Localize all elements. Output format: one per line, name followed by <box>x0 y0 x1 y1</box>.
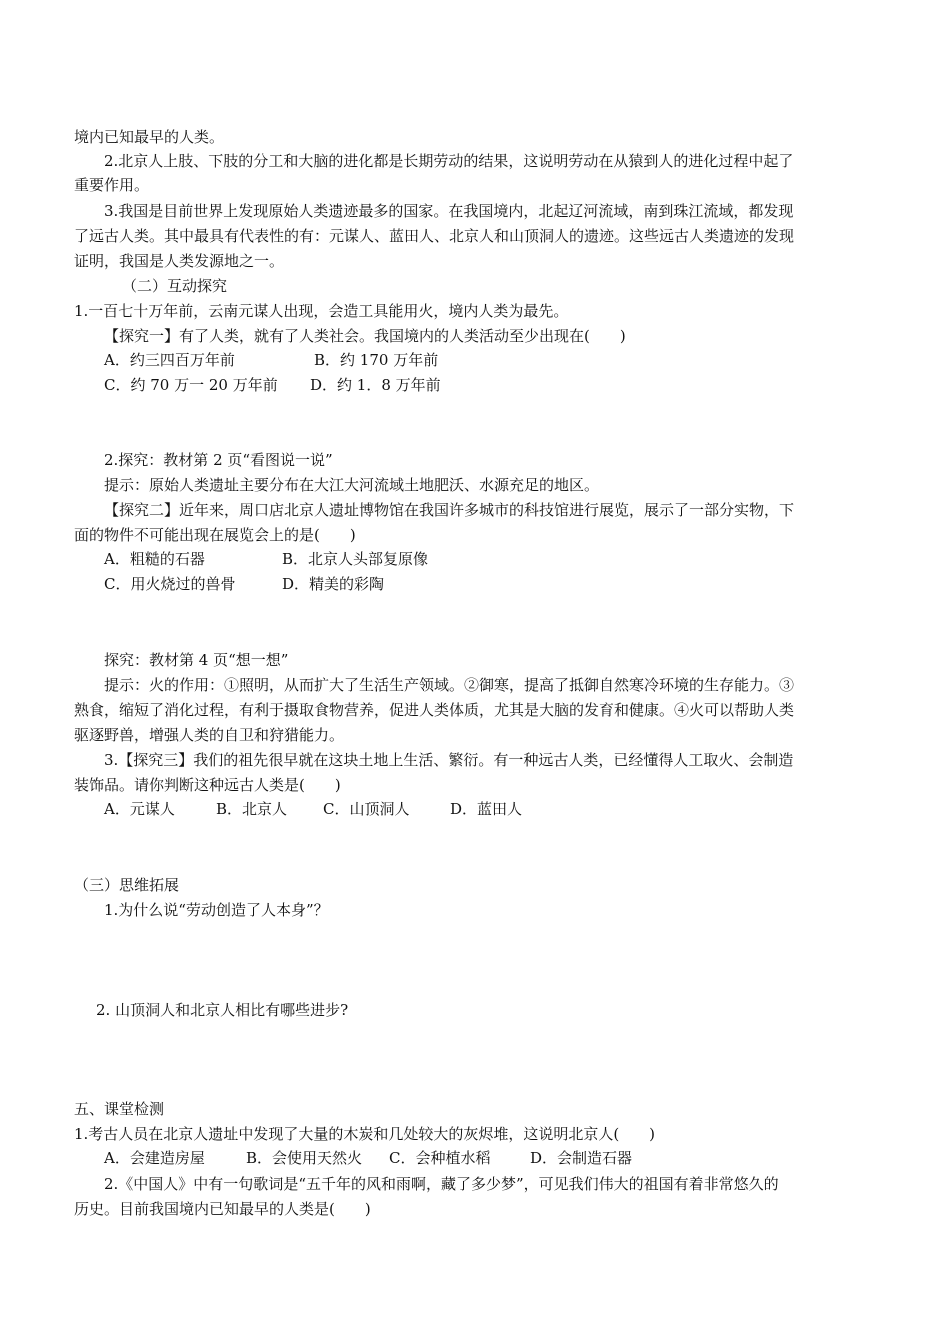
text-line: 境内已知最早的人类。 <box>74 128 225 146</box>
option-a: A．会建造房屋 <box>104 1149 205 1167</box>
option-d: D．精美的彩陶 <box>282 575 385 593</box>
option-c: C．用火烧过的兽骨 <box>104 575 236 593</box>
explore-three-question: 3.【探究三】我们的祖先很早就在这块土地上生活、繁衍。有一种远古人类，已经懂得人工取火、会制造 <box>104 751 794 769</box>
text-line: 重要作用。 <box>74 176 150 194</box>
explore-two-question: 【探究二】近年来，周口店北京人遗址博物馆在我国许多城市的科技馆进行展览，展示了一部分实物，下 <box>104 501 795 519</box>
option-b: B．北京人头部复原像 <box>282 550 429 568</box>
text-line: 面的物件不可能出现在展览会上的是( ) <box>74 526 356 544</box>
option-b: B．约 170 万年前 <box>314 351 439 369</box>
text-line: 熟食，缩短了消化过程，有利于摄取食物营养，促进人类体质，尤其是大脑的发育和健康。④火可以帮助人类 <box>74 701 795 719</box>
test-question-2: 2.《中国人》中有一句歌词是“五千年的风和雨啊，藏了多少梦”，可见我们伟大的祖国有着非常悠久的 <box>104 1175 779 1193</box>
hint-text: 提示：原始人类遗址主要分布在大江大河流域土地肥沃、水源充足的地区。 <box>104 476 600 494</box>
option-a: A．粗糙的石器 <box>104 550 205 568</box>
option-c: C．山顶洞人 <box>323 800 410 818</box>
explore-heading: 探究：教材第 4 页“想一想” <box>104 651 289 669</box>
thinking-question-2: 2. 山顶洞人和北京人相比有哪些进步? <box>96 1001 349 1019</box>
text-line: 装饰品。请你判断这种远古人类是( ) <box>74 776 341 794</box>
item-1-text: 1.一百七十万年前，云南元谋人出现，会造工具能用火，境内人类为最先。 <box>74 302 569 320</box>
point-2-text: 2.北京人上肢、下肢的分工和大脑的进化都是长期劳动的结果，这说明劳动在从猿到人的进化过程中起了 <box>104 152 794 170</box>
section-heading-interactive: （二）互动探究 <box>122 277 228 295</box>
section-heading-class-test: 五、课堂检测 <box>74 1100 165 1118</box>
option-b: B．会使用天然火 <box>246 1149 363 1167</box>
text-line: 历史。目前我国境内已知最早的人类是( ) <box>74 1200 371 1218</box>
hint-text: 提示：火的作用：①照明，从而扩大了生活生产领域。②御寒，提高了抵御自然寒冷环境的生存能力。③ <box>104 676 795 694</box>
test-question-1: 1.考古人员在北京人遗址中发现了大量的木炭和几处较大的灰烬堆，这说明北京人( ) <box>74 1125 656 1143</box>
explore-2-heading: 2.探究：教材第 2 页“看图说一说” <box>104 451 333 469</box>
thinking-question-1: 1.为什么说“劳动创造了人本身”？ <box>104 901 329 919</box>
text-line: 了远古人类。其中最具有代表性的有：元谋人、蓝田人、北京人和山顶洞人的遗迹。这些远古人类遗迹的发现 <box>74 227 795 245</box>
option-d: D．约 1．8 万年前 <box>310 376 441 394</box>
section-heading-thinking: （三）思维拓展 <box>74 876 180 894</box>
option-a: A．元谋人 <box>104 800 175 818</box>
text-line: 驱逐野兽，增强人类的自卫和狩猎能力。 <box>74 726 345 744</box>
option-b: B．北京人 <box>216 800 288 818</box>
point-3-text: 3.我国是目前世界上发现原始人类遗迹最多的国家。在我国境内，北起辽河流域，南到珠江流域，都发现 <box>104 202 794 220</box>
option-a: A．约三四百万年前 <box>104 351 235 369</box>
option-d: D．蓝田人 <box>450 800 523 818</box>
option-c: C．会种植水稻 <box>389 1149 491 1167</box>
option-c: C．约 70 万一 20 万年前 <box>104 376 278 394</box>
explore-one-question: 【探究一】有了人类，就有了人类社会。我国境内的人类活动至少出现在( ) <box>104 327 626 345</box>
text-line: 证明，我国是人类发源地之一。 <box>74 252 285 270</box>
option-d: D．会制造石器 <box>530 1149 633 1167</box>
